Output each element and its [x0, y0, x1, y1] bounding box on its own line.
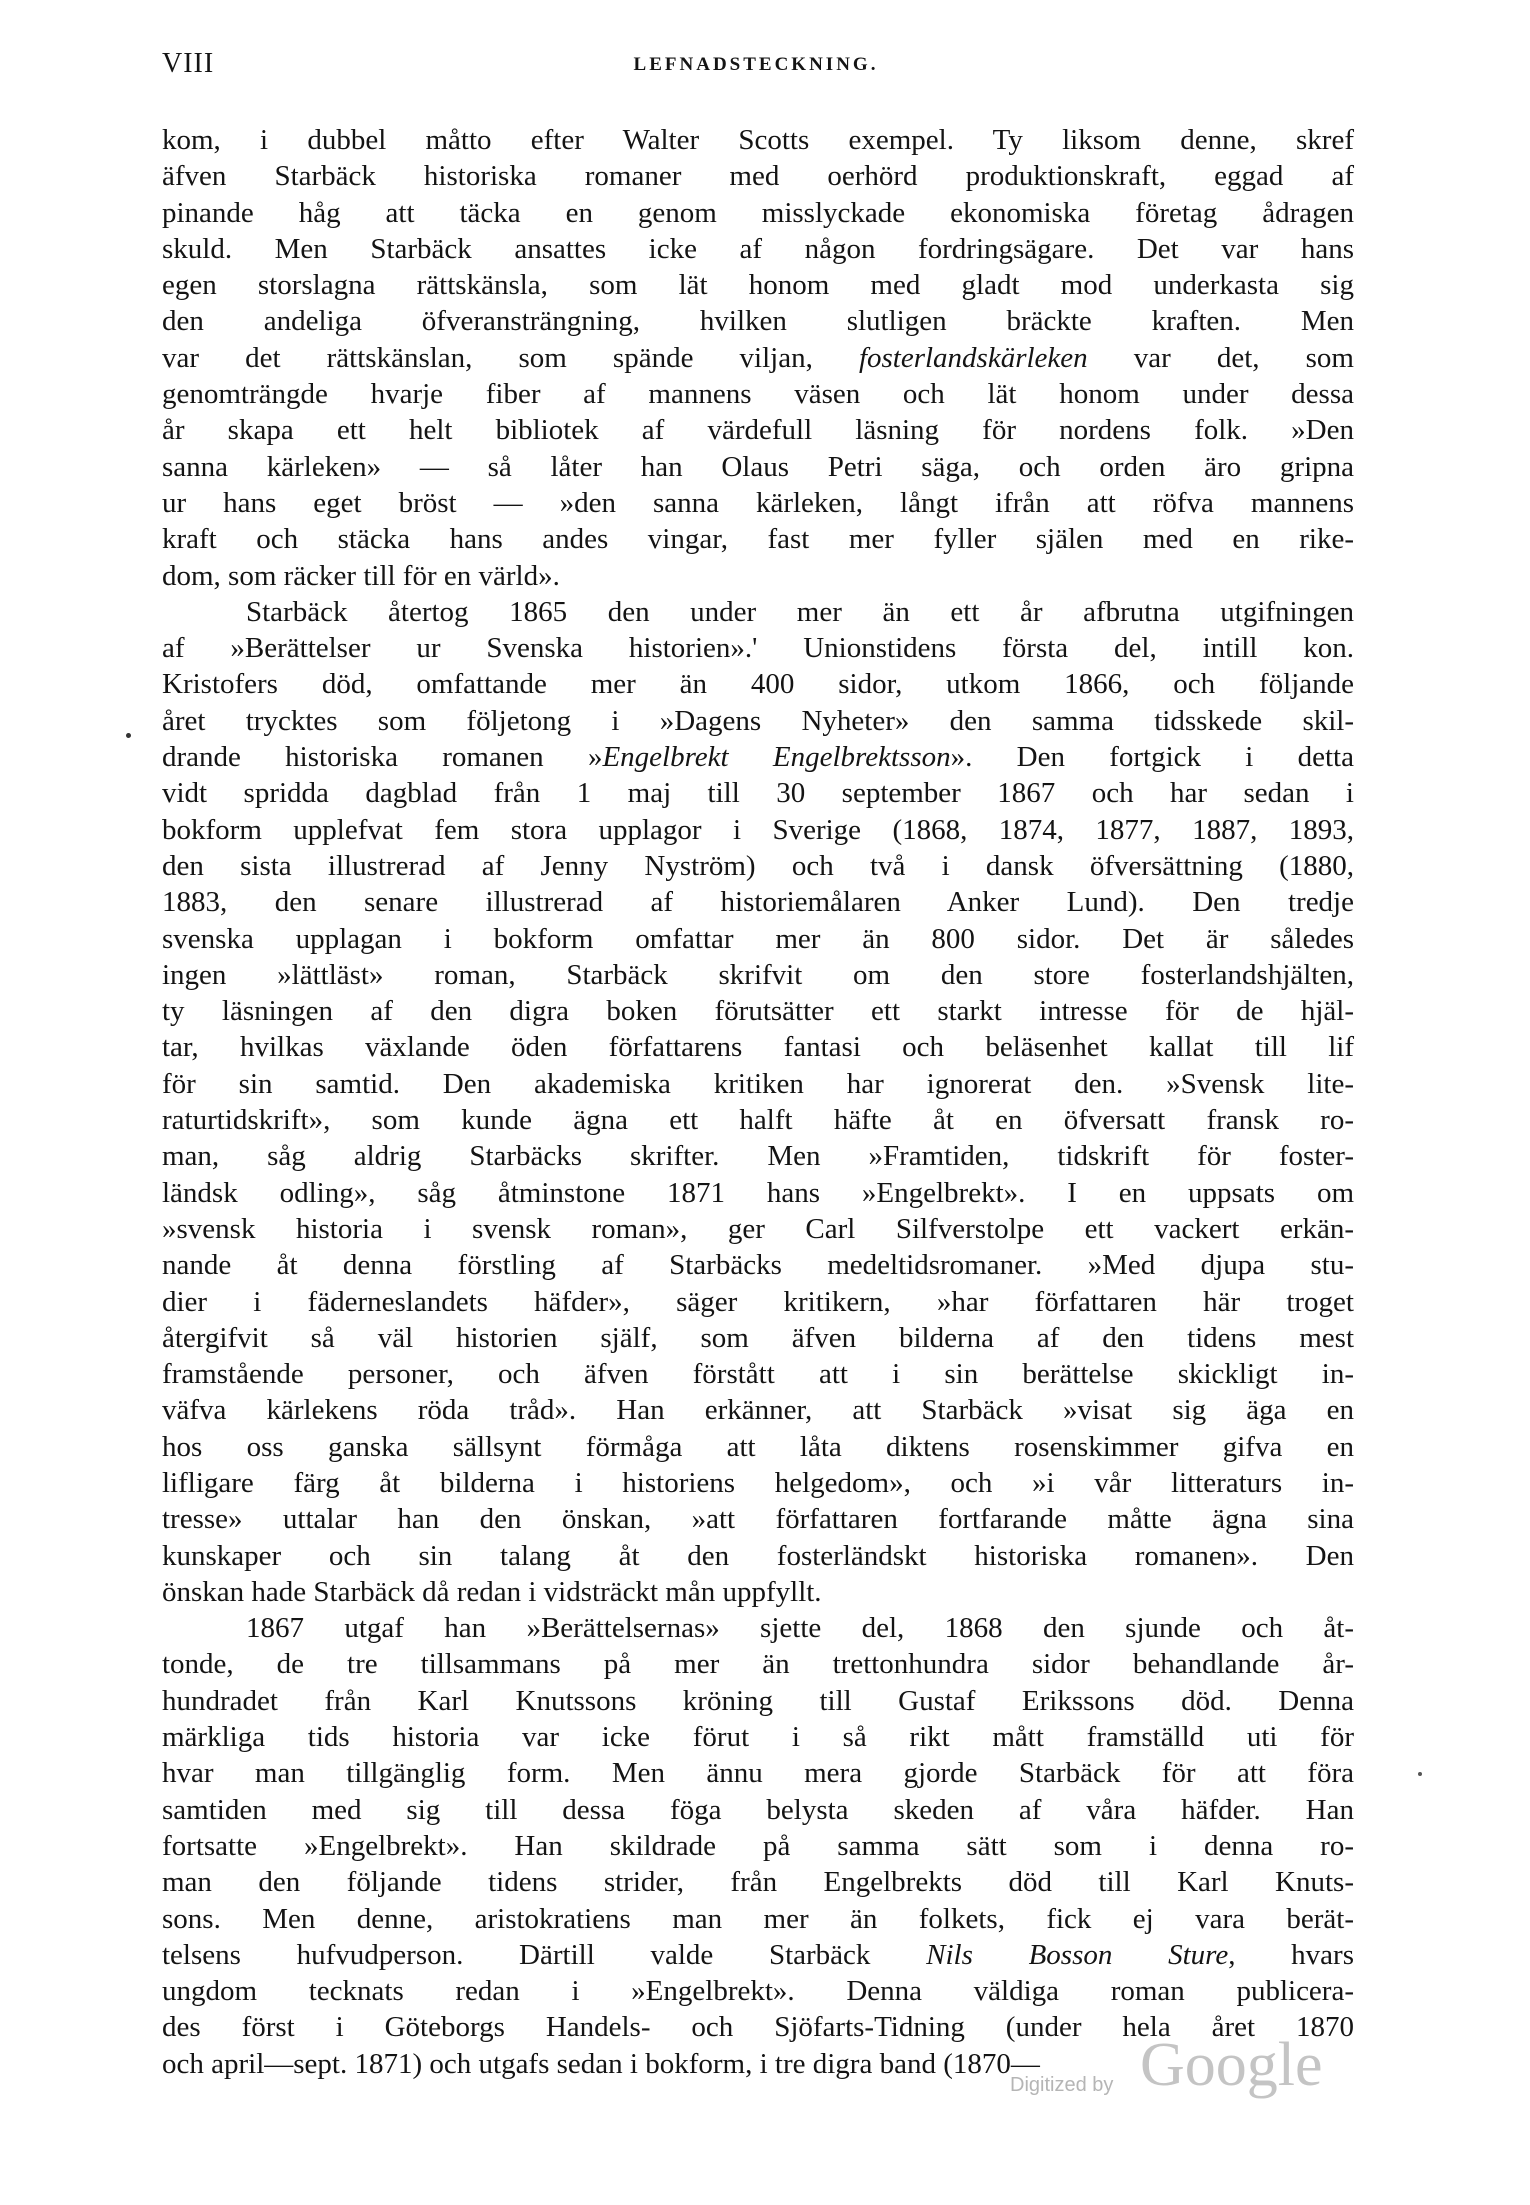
- text-segment: drande historiska romanen »: [162, 741, 603, 774]
- text-segment: dier i fäderneslandets häfder», säger kritikern, »har författaren här troget: [162, 1285, 1354, 1318]
- text-segment: ur hans eget bröst — »den sanna kärleken, långt ifrån att röfva mannens: [162, 486, 1354, 519]
- text-segment: hos oss ganska sällsynt förmåga att låta diktens rosenskimmer gifva en: [162, 1430, 1354, 1463]
- text-line: [162, 1828, 1354, 1864]
- text-line: [162, 1465, 1354, 1501]
- text-segment: den andeliga öfveransträngning, hvilken slutligen bräckte kraften. Men: [162, 305, 1354, 338]
- text-line: [162, 1755, 1354, 1791]
- text-segment: kom, i dubbel måtto efter Walter Scotts exempel. Ty liksom denne, skref: [162, 124, 1354, 156]
- text-segment: svenska upplagan i bokform omfattar mer än 800 sidor. Det är således: [162, 922, 1354, 955]
- text-line: [162, 1610, 1354, 1646]
- text-line: [162, 1102, 1354, 1138]
- text-line: [162, 412, 1354, 448]
- text-line: [162, 921, 1354, 957]
- text-segment: för sin samtid. Den akademiska kritiken har ignorerat den. »Svensk lite-: [162, 1067, 1354, 1100]
- text-line: [162, 1029, 1354, 1065]
- text-segment: 1867 utgaf han »Berättelsernas» sjette del, 1868 den sjunde och åt-: [246, 1612, 1354, 1645]
- watermark-text: Digitized by: [1010, 2074, 1114, 2096]
- text-segment: man den följande tidens strider, från Engelbrekts död till Karl Knuts-: [162, 1866, 1354, 1899]
- text-segment: ty läsningen af den digra boken förutsätter ett starkt intresse för de hjäl-: [162, 995, 1354, 1028]
- text-segment: och april—sept. 1871) och utgafs sedan i bokform, i tre digra band (1870—: [162, 2047, 1040, 2080]
- text-line: [162, 993, 1354, 1029]
- text-line: [162, 812, 1354, 848]
- page-number: VIII: [162, 48, 215, 79]
- text-segment: sons. Men denne, aristokratiens man mer än folkets, fick ej vara berät-: [162, 1902, 1354, 1935]
- text-line: [162, 1574, 1354, 1610]
- text-segment: raturtidskrift», som kunde ägna ett halft häfte åt en öfversatt fransk ro-: [162, 1104, 1354, 1137]
- text-segment: ländsk odling», såg åtminstone 1871 hans »Engelbrekt». I en uppsats om: [162, 1176, 1354, 1209]
- text-segment: tresse» uttalar han den önskan, »att författaren fortfarande måtte ägna sina: [162, 1503, 1354, 1536]
- text-line: [162, 739, 1354, 775]
- text-segment: des först i Göteborgs Handels- och Sjöfarts-Tidning (under hela året 1870: [162, 2011, 1354, 2044]
- text-segment: nande åt denna förstling af Starbäcks medeltidsromaner. »Med djupa stu-: [162, 1249, 1354, 1282]
- text-line: [162, 1066, 1354, 1102]
- text-line: [162, 1792, 1354, 1828]
- text-segment: tonde, de tre tillsammans på mer än trettonhundra sidor behandlande år-: [162, 1648, 1354, 1681]
- text-segment: man, såg aldrig Starbäcks skrifter. Men »Framtiden, tidskrift för foster-: [162, 1140, 1354, 1173]
- text-segment: af »Berättelser ur Svenska historien».' Unionstidens första del, intill kon.: [162, 632, 1354, 665]
- text-line: [162, 1175, 1354, 1211]
- text-segment: år skapa ett helt bibliotek af värdefull läsning för nordens folk. »Den: [162, 414, 1354, 447]
- text-segment: tar, hvilkas växlande öden författarens fantasi och beläsenhet kallat till lif: [162, 1031, 1354, 1064]
- text-segment: Starbäck återtog 1865 den under mer än ett år afbrutna utgifningen: [246, 595, 1354, 628]
- text-line: [162, 1973, 1354, 2009]
- text-line: [162, 1646, 1354, 1682]
- text-segment: Kristofers död, omfattande mer än 400 sidor, utkom 1866, och följande: [162, 668, 1354, 701]
- text-line: [162, 1864, 1354, 1900]
- text-segment: hundradet från Karl Knutssons kröning till Gustaf Erikssons död. Denna: [162, 1684, 1354, 1717]
- text-segment: dom, som räcker till för en värld».: [162, 559, 560, 592]
- text-line: [162, 485, 1354, 521]
- text-segment: den sista illustrerad af Jenny Nyström) och två i dansk öfversättning (1880,: [162, 849, 1354, 882]
- text-line: [162, 1901, 1354, 1937]
- italic-title: Nils Bosson Sture: [926, 1938, 1229, 1971]
- text-segment: ». Den fortgick i detta: [950, 741, 1354, 774]
- text-segment: kraft och stäcka hans andes vingar, fast mer fyller själen med en rike-: [162, 523, 1354, 556]
- text-line: [162, 1683, 1354, 1719]
- text-segment: 1883, den senare illustrerad af historiemålaren Anker Lund). Den tredje: [162, 886, 1354, 919]
- text-line: [162, 1356, 1354, 1392]
- text-line: [162, 1392, 1354, 1428]
- text-line: [162, 1211, 1354, 1247]
- text-segment: önskan hade Starbäck då redan i vidsträckt mån uppfyllt.: [162, 1575, 822, 1608]
- text-line: [162, 703, 1354, 739]
- body-text: [162, 122, 1354, 2082]
- text-segment: genomträngde hvarje fiber af mannens väsen och lät honom under dessa: [162, 378, 1354, 411]
- text-segment: telsens hufvudperson. Därtill valde Starbäck: [162, 1938, 927, 1971]
- text-segment: egen storslagna rättskänsla, som lät honom med gladt mod underkasta sig: [162, 269, 1354, 302]
- italic-title: fosterlandskärleken: [858, 341, 1088, 374]
- text-line: [162, 1320, 1354, 1356]
- text-line: [162, 303, 1354, 339]
- text-segment: väfva kärlekens röda tråd». Han erkänner, att Starbäck »visat sig äga en: [162, 1394, 1354, 1427]
- margin-mark: [1418, 1772, 1422, 1776]
- text-line: [162, 231, 1354, 267]
- running-title: LEFNADSTECKNING.: [633, 54, 879, 75]
- text-segment: »svensk historia i svensk roman», ger Carl Silfverstolpe ett vackert erkän-: [162, 1212, 1354, 1245]
- text-segment: kunskaper och sin talang åt den fosterländskt historiska romanen». Den: [162, 1539, 1354, 1572]
- text-line: [162, 558, 1354, 594]
- text-line: [162, 1538, 1354, 1574]
- text-line: [162, 1501, 1354, 1537]
- text-segment: vidt spridda dagblad från 1 maj till 30 september 1867 och har sedan i: [162, 777, 1354, 810]
- text-segment: samtiden med sig till dessa föga belysta skeden af våra häfder. Han: [162, 1793, 1354, 1826]
- text-segment: återgifvit så väl historien själf, som äfven bilderna af den tidens mest: [162, 1321, 1354, 1354]
- text-segment: , hvars: [1228, 1938, 1354, 1971]
- text-line: [162, 666, 1354, 702]
- text-line: [162, 1284, 1354, 1320]
- text-segment: skuld. Men Starbäck ansattes icke af någon fordringsägare. Det var hans: [162, 232, 1354, 265]
- margin-mark: [126, 733, 131, 738]
- text-line: [162, 884, 1354, 920]
- text-line: [162, 1719, 1354, 1755]
- text-line: [162, 1138, 1354, 1174]
- text-segment: året trycktes som följetong i »Dagens Nyheter» den samma tidsskede skil-: [162, 704, 1354, 737]
- italic-title: Engelbrekt Engelbrektsson: [602, 741, 951, 774]
- text-line: [162, 1429, 1354, 1465]
- text-segment: framstående personer, och äfven förstått att i sin berättelse skickligt in-: [162, 1358, 1354, 1391]
- text-segment: ungdom tecknats redan i »Engelbrekt». Denna väldiga roman publicera-: [162, 1975, 1354, 2008]
- text-segment: var det, som: [1087, 341, 1354, 374]
- running-head: [162, 48, 1350, 82]
- text-segment: hvar man tillgänglig form. Men ännu mera gjorde Starbäck för att föra: [162, 1757, 1354, 1790]
- text-segment: äfven Starbäck historiska romaner med oerhörd produktionskraft, eggad af: [162, 160, 1354, 193]
- text-line: [162, 775, 1354, 811]
- text-segment: ingen »lättläst» roman, Starbäck skrifvit om den store fosterlandshjälten,: [162, 958, 1354, 991]
- text-line: [162, 340, 1354, 376]
- text-line: [162, 1247, 1354, 1283]
- text-line: [162, 376, 1354, 412]
- text-line: [162, 957, 1354, 993]
- text-line: [162, 848, 1354, 884]
- text-segment: fortsatte »Engelbrekt». Han skildrade på samma sätt som i denna ro-: [162, 1829, 1354, 1862]
- text-line: [162, 122, 1354, 158]
- text-line: [162, 195, 1354, 231]
- text-line: [162, 630, 1354, 666]
- text-segment: pinande håg att täcka en genom misslyckade ekonomiska företag ådragen: [162, 196, 1354, 229]
- text-segment: sanna kärleken» — så låter han Olaus Petri säga, och orden äro gripna: [162, 450, 1354, 483]
- google-logo: Google: [1140, 2031, 1323, 2099]
- text-line: [162, 449, 1354, 485]
- text-line: [162, 594, 1354, 630]
- text-line: [162, 158, 1354, 194]
- text-segment: var det rättskänslan, som spände viljan,: [162, 341, 859, 374]
- text-segment: bokform upplefvat fem stora upplagor i Sverige (1868, 1874, 1877, 1887, 1893,: [162, 813, 1354, 846]
- text-line: [162, 1937, 1354, 1973]
- text-segment: lifligare färg åt bilderna i historiens helgedom», och »i vår litteraturs in-: [162, 1466, 1354, 1499]
- text-segment: märkliga tids historia var icke förut i så rikt mått framställd uti för: [162, 1721, 1354, 1754]
- text-line: [162, 267, 1354, 303]
- text-line: [162, 521, 1354, 557]
